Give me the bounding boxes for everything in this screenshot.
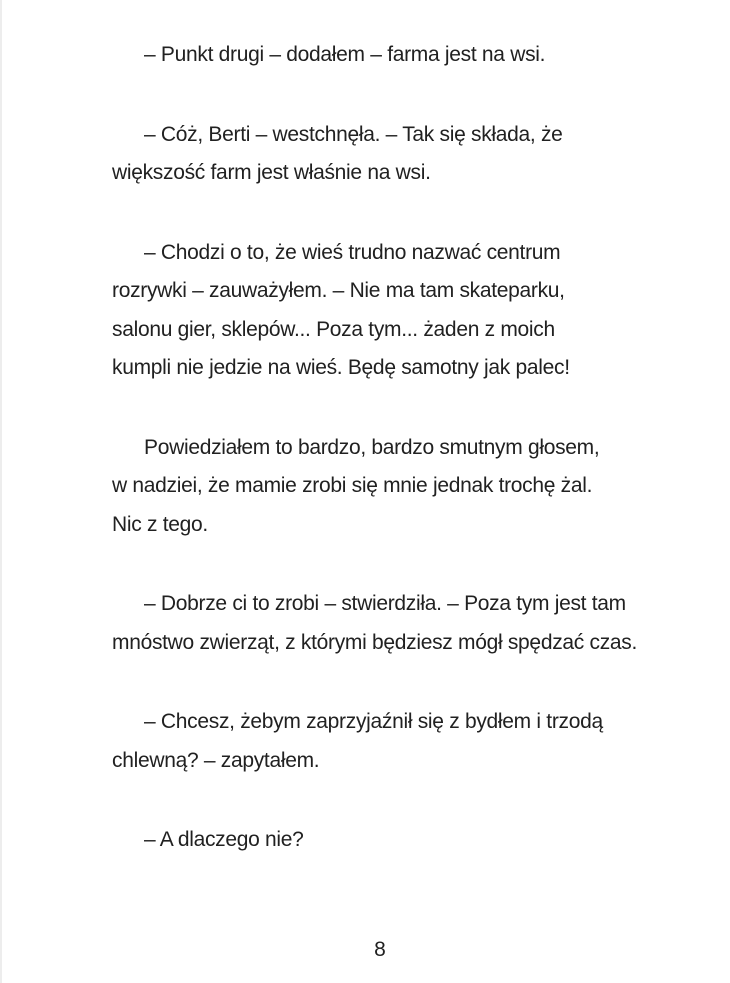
paragraph [112,703,632,780]
page-left-edge-artifact [0,0,2,983]
text-line: chlewną? – zapytałem. [112,748,320,772]
paragraph [112,429,632,545]
text-line: – Chcesz, żebym zaprzyjaźnił się z bydłem i trzodą [144,710,603,733]
paragraph [112,821,632,860]
paragraph [112,36,632,75]
text-line: – Chodzi o to, że wieś trudno nazwać centrum [144,240,561,264]
text-line: kumpli nie jedzie na wieś. Będę samotny jak palec! [112,356,570,379]
paragraph [112,116,632,193]
text-line: Nic z tego. [112,512,208,536]
text-line: mnóstwo zwierząt, z którymi będziesz mógł spędzać czas. [112,630,638,654]
text-line: rozrywki – zauważyłem. – Nie ma tam skateparku, [112,279,565,302]
text-line: – Dobrze ci to zrobi – stwierdziła. – Poza tym jest tam [144,592,626,615]
page-number: 8 [374,938,386,961]
text-line: w nadziei, że mamie zrobi się mnie jednak trochę żal. [112,474,593,497]
text-line: salonu gier, sklepów... Poza tym... żaden z moich [112,317,555,341]
text-line: większość farm jest właśnie na wsi. [112,161,431,184]
text-line: – A dlaczego nie? [144,828,304,851]
text-block [112,36,638,901]
paragraph [112,234,632,388]
text-line: – Cóż, Berti – westchnęła. – Tak się składa, że [144,122,563,146]
paragraph [112,585,638,662]
text-line: Powiedziałem to bardzo, bardzo smutnym głosem, [144,435,600,459]
text-line: – Punkt drugi – dodałem – farma jest na wsi. [144,43,546,66]
